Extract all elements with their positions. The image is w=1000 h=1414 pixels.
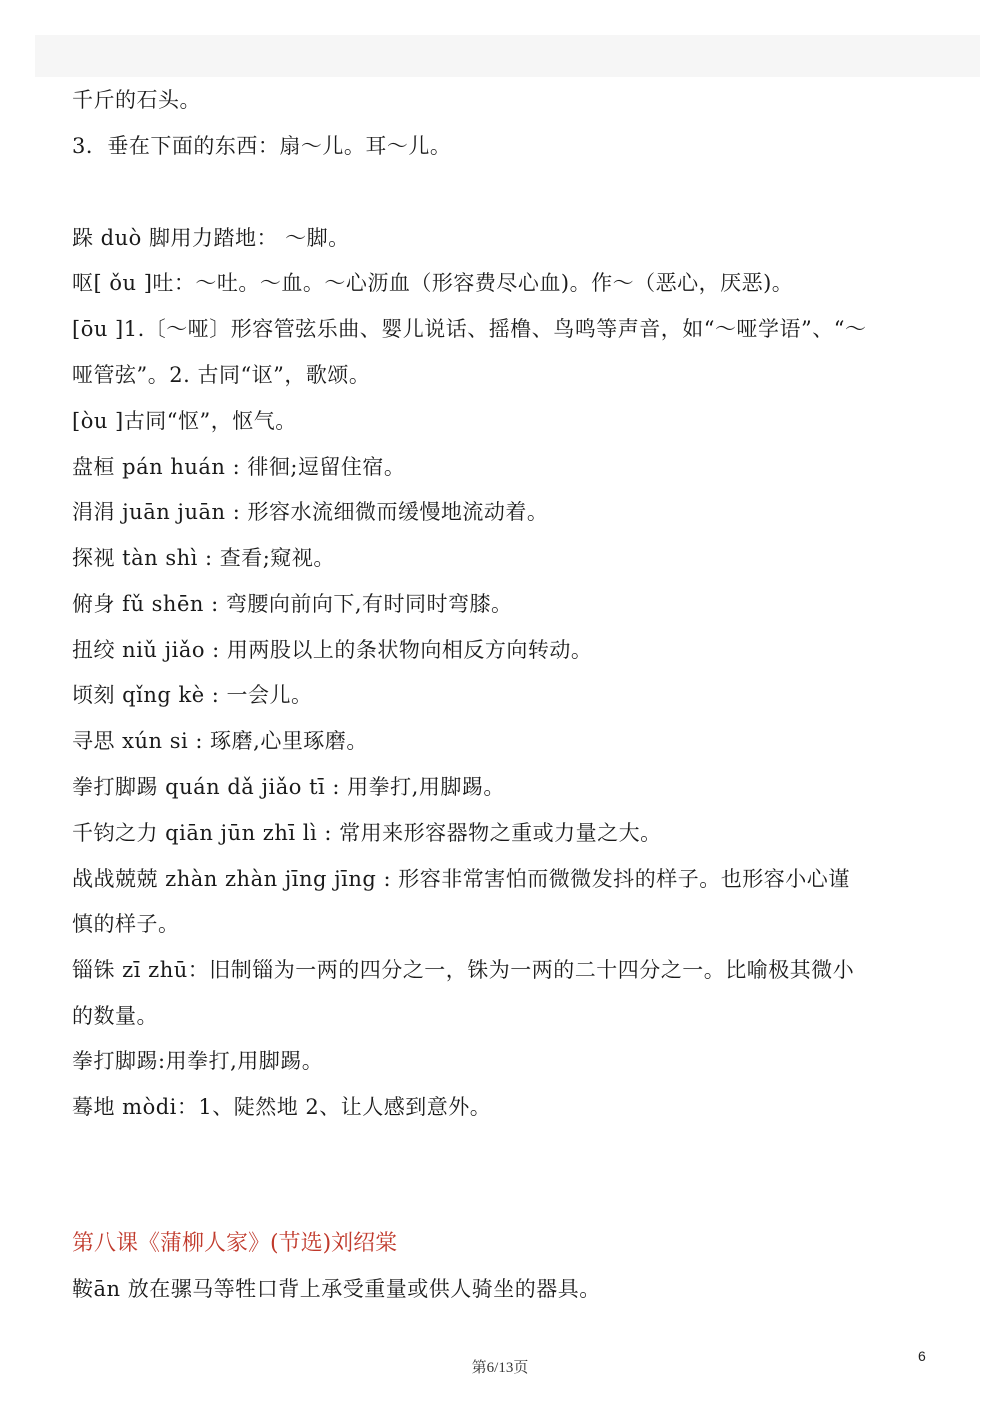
text-line: 扭绞 niǔ jiǎo : 用两股以上的条状物向相反方向转动。 <box>72 638 593 662</box>
top-band <box>35 35 980 77</box>
text-line: 哑管弦”。2. 古同“讴”，歌颂。 <box>72 363 371 387</box>
text-line: 3．垂在下面的东西：扇～儿。耳～儿。 <box>72 134 452 158</box>
section-line: 鞍ān 放在骡马等牲口背上承受重量或供人骑坐的器具。 <box>72 1277 601 1301</box>
text-line: 拳打脚踢 quán dǎ jiǎo tī : 用拳打,用脚踢。 <box>72 775 505 799</box>
text-line: 涓涓 juān juān : 形容水流细微而缓慢地流动着。 <box>72 500 549 524</box>
text-line: 寻思 xún si : 琢磨,心里琢磨。 <box>72 729 368 753</box>
text-line: [ōu ]1.〔～哑〕形容管弦乐曲、婴儿说话、摇橹、鸟鸣等声音，如“～哑学语”、“～ <box>72 317 867 341</box>
text-line: 锱铢 zī zhū：旧制锱为一两的四分之一，铢为一两的二十四分之一。比喻极其微小 <box>72 958 855 982</box>
text-line: 俯身 fǔ shēn : 弯腰向前向下,有时同时弯膝。 <box>72 592 513 616</box>
text-line: 千斤的石头。 <box>72 88 201 112</box>
page-number: 6 <box>918 1348 926 1364</box>
text-line: 呕[ ǒu ]吐：～吐。～血。～心沥血（形容费尽心血)。作～（恶心，厌恶)。 <box>72 271 794 295</box>
text-line: 探视 tàn shì : 查看;窥视。 <box>72 546 335 570</box>
text-line: 慎的样子。 <box>72 912 180 936</box>
page-footer: 第6/13页 <box>471 1360 529 1376</box>
text-line: 跺 duò 脚用力踏地： ～脚。 <box>72 226 350 250</box>
section-title: 第八课《蒲柳人家》(节选)刘绍棠 <box>72 1231 398 1256</box>
text-line: 战战兢兢 zhàn zhàn jīng jīng : 形容非常害怕而微微发抖的样子。也形容小心谨 <box>72 867 850 891</box>
text-line: 盘桓 pán huán : 徘徊;逗留住宿。 <box>72 455 406 479</box>
text-line: 拳打脚踢:用拳打,用脚踢。 <box>72 1049 324 1073</box>
text-line: 顷刻 qǐng kè : 一会儿。 <box>72 683 313 707</box>
text-line: [òu ]古同“怄”，怄气。 <box>72 409 297 433</box>
text-line: 的数量。 <box>72 1004 158 1028</box>
text-line: 蓦地 mòdi：1、陡然地 2、让人感到意外。 <box>72 1095 492 1119</box>
text-line: 千钧之力 qiān jūn zhī lì : 常用来形容器物之重或力量之大。 <box>72 821 662 845</box>
